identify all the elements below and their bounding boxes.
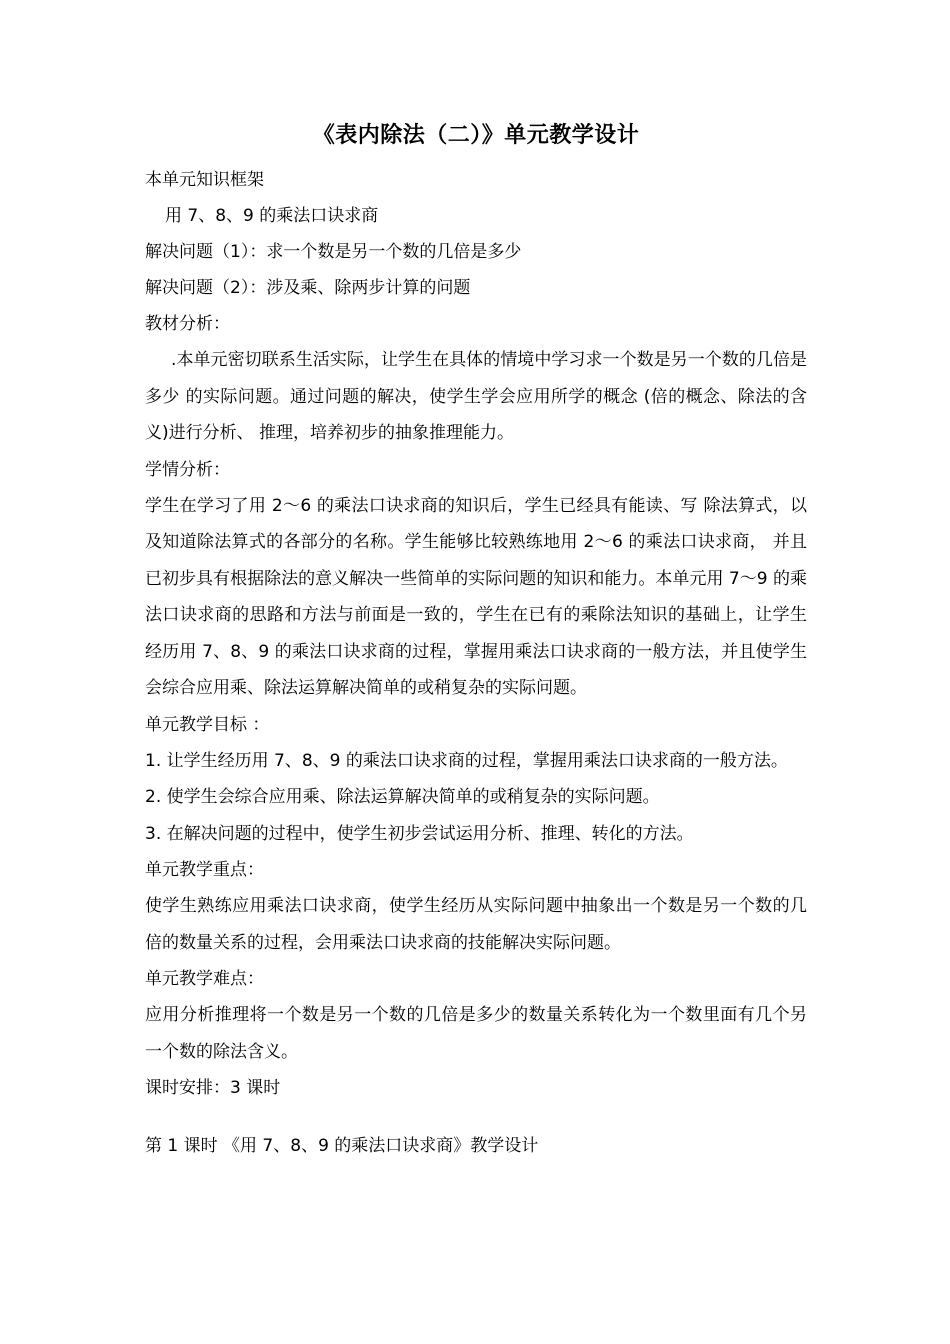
framework-item-3: 解决问题（2）：涉及乘、除两步计算的问题 <box>145 278 471 298</box>
material-analysis-body: .本单元密切联系生活实际，让学生在具体的情境中学习求一个数是另一个数的几倍是多少 的实际问题。通过问题的解决，使学生学会应用所学的概念 (倍的概念、除法的含义)进行分析、 推理，培养初步的抽象推理能力。 <box>145 350 807 443</box>
teaching-goal-2: 2. 使学生会综合应用乘、除法运算解决简单的或稍复杂的实际问题。 <box>145 787 660 807</box>
teaching-goals-heading: 单元教学目标 ： <box>145 714 270 735</box>
section-gap <box>145 1106 807 1128</box>
framework-item-1: 用 7、8、9 的乘法口诀求商 <box>165 206 379 226</box>
schedule-text: 课时安排：3 课时 <box>145 1078 281 1098</box>
material-analysis-heading: 教材分析： <box>145 314 230 334</box>
difficulty-heading: 单元教学难点： <box>145 969 264 989</box>
framework-item-2: 解决问题（1）：求一个数是另一个数的几倍是多少 <box>145 242 522 262</box>
learner-analysis-heading: 学情分析： <box>145 459 230 480</box>
key-points-body: 使学生熟练应用乘法口诀求商，使学生经历从实际问题中抽象出一个数是另一个数的几倍的数量关系的过程，会用乘法口诀求商的技能解决实际问题。 <box>145 896 807 953</box>
teaching-goal-3: 3. 在解决问题的过程中，使学生初步尝试运用分析、推理、转化的方法。 <box>145 823 694 844</box>
key-points-heading: 单元教学重点： <box>145 860 264 880</box>
difficulty-body: 应用分析推理将一个数是另一个数的几倍是多少的数量关系转化为一个数里面有几个另一个数的除法含义。 <box>145 1005 807 1062</box>
framework-heading: 本单元知识框架 <box>145 170 264 190</box>
teaching-goal-1: 1. 让学生经历用 7、8、9 的乘法口诀求商的过程，掌握用乘法口诀求商的一般方法。 <box>145 750 788 771</box>
document-title: 《表内除法（二）》单元教学设计 <box>312 123 640 148</box>
document-page <box>145 118 807 1164</box>
learner-analysis-body: 学生在学习了用 2～6 的乘法口诀求商的知识后，学生已经具有能读、写 除法算式，以及知道除法算式的各部分的名称。学生能够比较熟练地用 2～6 的乘法口诀求商， 并且已初步具有根据除法的意义解决一些简单的实际问题的知识和能力。本单元用 7～9 的乘法口诀求商的思路和方法与前面是一致的，学生在已有的乘除法知识的基础上，让学生经历用 7、8、9 的乘法口诀求商的过程，掌握用乘法口诀求商的一般方法，并且使学生会综合应用乘、除法运算解决简单的或稍复杂的实际问题。 <box>145 495 807 698</box>
lesson-title: 第 1 课时 《用 7、8、9 的乘法口诀求商》教学设计 <box>145 1136 539 1156</box>
